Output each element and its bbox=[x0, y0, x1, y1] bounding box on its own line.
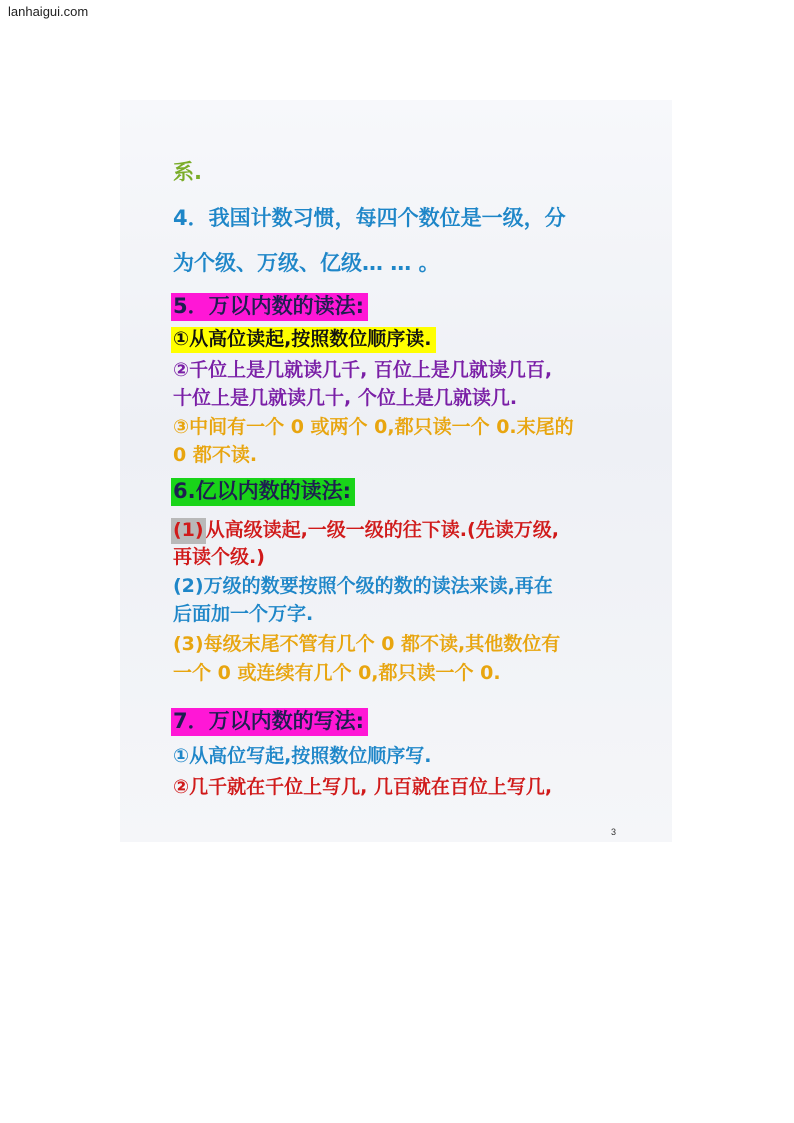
section-7-heading-text: 7．万以内数的写法: bbox=[171, 708, 368, 736]
item-4-line-1: 4．我国计数习惯，每四个数位是一级，分 bbox=[173, 206, 566, 230]
rule-5-2-line-2: 十位上是几就读几十, 个位上是几就读几. bbox=[173, 387, 518, 409]
section-5-heading-text: 5．万以内数的读法: bbox=[171, 293, 368, 321]
section-7-heading bbox=[173, 708, 368, 736]
rule-5-3-line-1: ③中间有一个 0 或两个 0,都只读一个 0.末尾的 bbox=[173, 416, 574, 438]
document-page bbox=[120, 100, 672, 842]
rule-6-2-line-2: 后面加一个万字. bbox=[173, 603, 314, 625]
rule-5-1 bbox=[173, 327, 436, 353]
section-5-heading bbox=[173, 293, 368, 321]
rule-6-3-line-1: (3)每级末尾不管有几个 0 都不读,其他数位有 bbox=[173, 633, 561, 655]
rule-6-1-text: 从高级读起,一级一级的往下读.(先读万级, bbox=[205, 519, 559, 541]
rule-6-1-marker: (1) bbox=[171, 518, 206, 544]
rule-6-2-line-1: (2)万级的数要按照个级的数的读法来读,再在 bbox=[173, 575, 553, 597]
site-watermark-label: lanhaigui.com bbox=[8, 4, 89, 19]
rule-6-1-line-2: 再读个级.) bbox=[173, 546, 265, 568]
rule-7-2: ②几千就在千位上写几, 几百就在百位上写几, bbox=[173, 776, 553, 798]
section-6-heading bbox=[173, 478, 355, 506]
rule-7-1: ①从高位写起,按照数位顺序写. bbox=[173, 745, 432, 767]
page-number: 3 bbox=[611, 827, 617, 837]
continued-text-line: 系. bbox=[173, 160, 202, 184]
rule-5-3-line-2: 0 都不读. bbox=[173, 444, 258, 466]
rule-5-1-text: ①从高位读起,按照数位顺序读. bbox=[171, 327, 436, 353]
rule-6-1-line-1 bbox=[173, 518, 559, 544]
section-6-heading-text: 6.亿以内数的读法: bbox=[171, 478, 355, 506]
rule-5-2-line-1: ②千位上是几就读几千, 百位上是几就读几百, bbox=[173, 359, 553, 381]
item-4-line-2: 为个级、万级、亿级… … 。 bbox=[173, 251, 440, 275]
rule-6-3-line-2: 一个 0 或连续有几个 0,都只读一个 0. bbox=[173, 662, 501, 684]
